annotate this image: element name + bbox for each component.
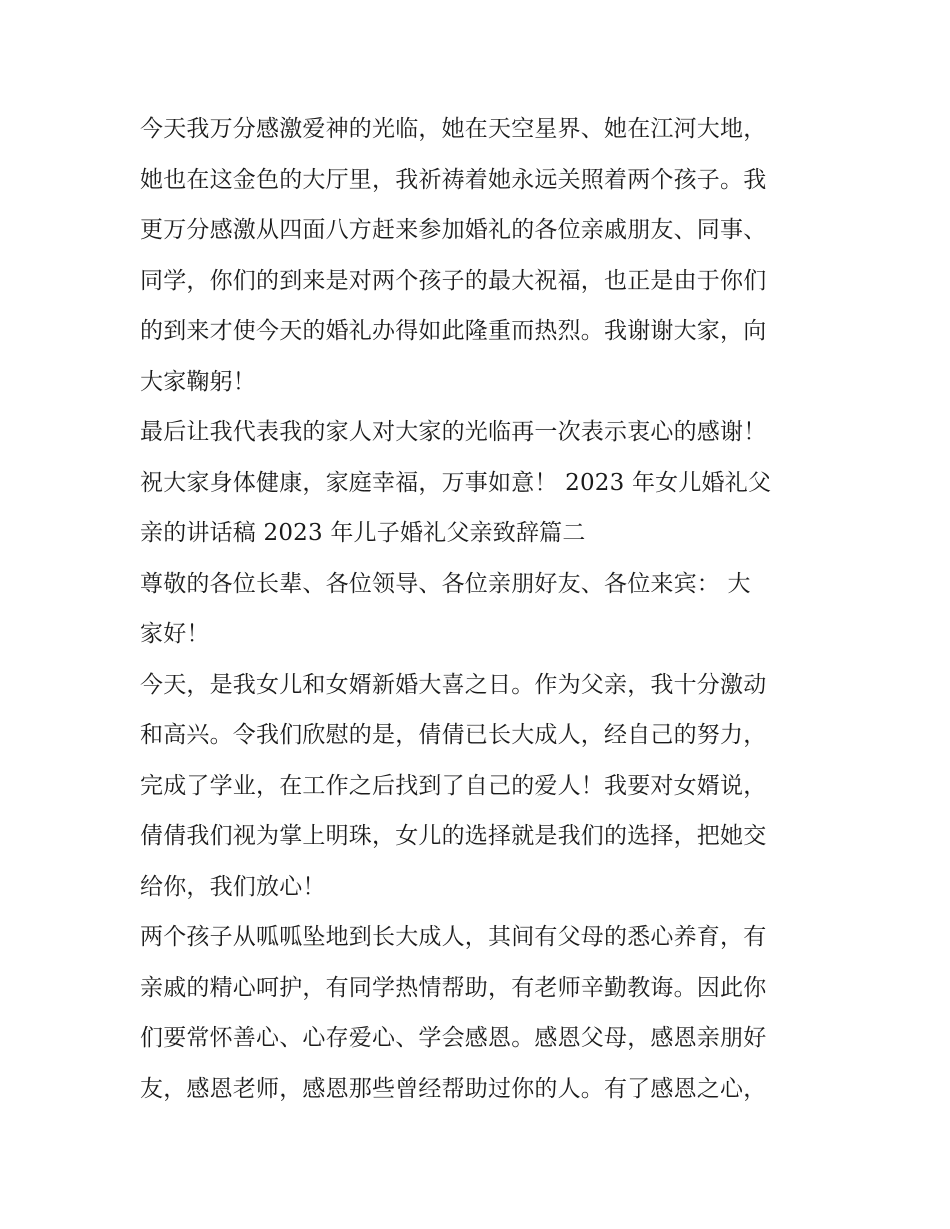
text-line: 她也在这金色的大厅里，我祈祷着她永远关照着两个孩子。我 — [140, 166, 767, 193]
text-line: 尊敬的各位长辈、各位领导、各位亲朋好友、各位来宾： 大 — [140, 570, 751, 597]
text-line: 友，感恩老师，感恩那些曾经帮助过你的人。有了感恩之心， — [140, 1075, 767, 1102]
text-line: 给你，我们放心！ — [140, 873, 326, 900]
text-line: 祝大家身体健康，家庭幸福，万事如意！ 2023 年女儿婚礼父 — [140, 469, 772, 496]
text-line: 最后让我代表我的家人对大家的光临再一次表示衷心的感谢！ — [140, 419, 767, 445]
text-line: 大家鞠躬！ — [140, 368, 256, 395]
text-line: 两个孩子从呱呱坠地到长大成人，其间有父母的悉心养育，有 — [140, 924, 767, 950]
text-line: 家好！ — [140, 621, 210, 647]
text-line: 的到来才使今天的婚礼办得如此隆重而热烈。我谢谢大家，向 — [140, 318, 767, 344]
text-line: 更万分感激从四面八方赶来参加婚礼的各位亲戚朋友、同事、 — [140, 217, 767, 243]
text-line: 完成了学业，在工作之后找到了自己的爱人！我要对女婿说， — [140, 772, 767, 799]
text-line: 同学，你们的到来是对两个孩子的最大祝福，也正是由于你们 — [140, 267, 767, 294]
text-line: 和高兴。令我们欣慰的是，倩倩已长大成人，经自己的努力， — [140, 722, 767, 748]
text-line: 亲戚的精心呵护，有同学热情帮助，有老师辛勤教诲。因此你 — [140, 974, 767, 1001]
text-line: 今天我万分感激爱神的光临，她在天空星界、她在江河大地， — [140, 116, 767, 142]
text-line: 亲的讲话稿 2023 年儿子婚礼父亲致辞篇二 — [140, 520, 586, 546]
text-line: 倩倩我们视为掌上明珠，女儿的选择就是我们的选择，把她交 — [140, 823, 767, 849]
speech-text-body — [140, 104, 840, 1114]
text-line: 们要常怀善心、心存爱心、学会感恩。感恩父母，感恩亲朋好 — [140, 1025, 767, 1051]
text-line: 今天，是我女儿和女婿新婚大喜之日。作为父亲，我十分激动 — [140, 671, 767, 698]
